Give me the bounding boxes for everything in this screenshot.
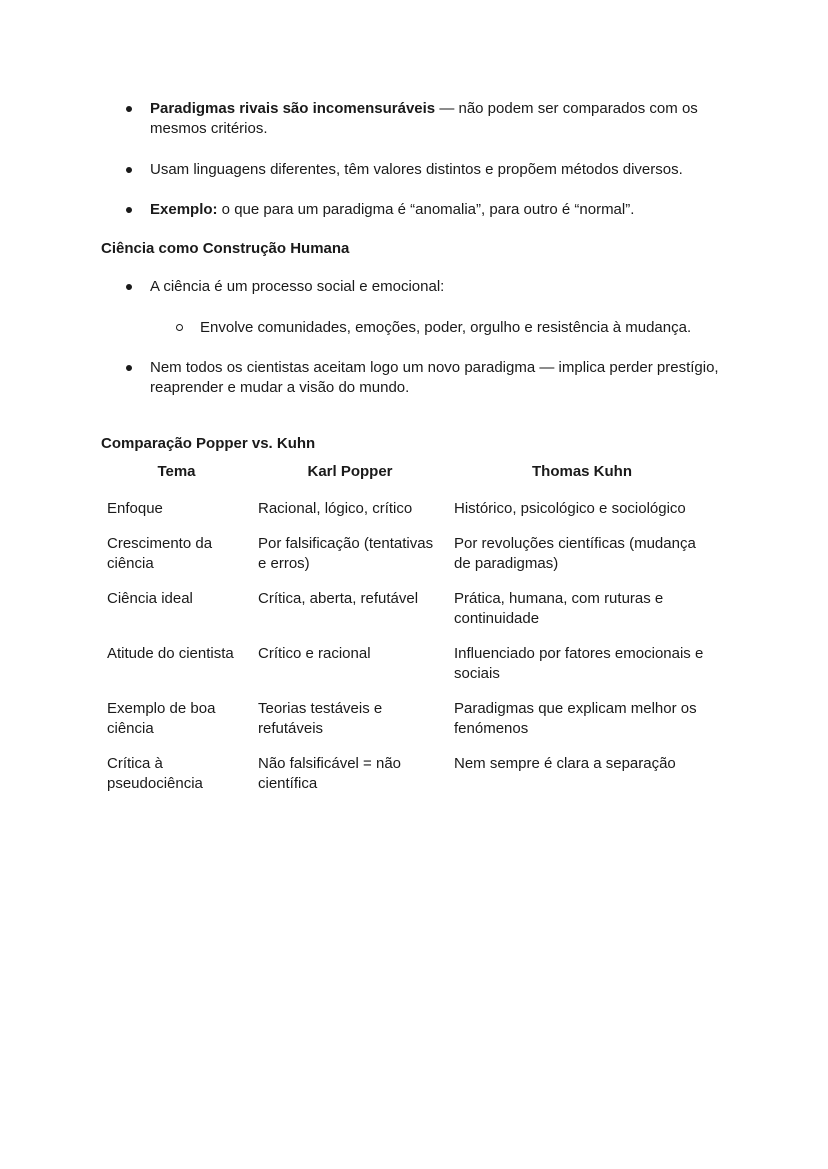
header-tema: Tema	[157, 463, 196, 480]
bullet-text: o que para um paradigma é “anomalia”, para outro é “normal”.	[217, 201, 635, 218]
table-row	[101, 750, 716, 805]
section-heading: Comparação Popper vs. Kuhn	[101, 435, 316, 452]
bullet-text: — não podem ser comparados com os mesmos critérios.	[150, 100, 698, 137]
table-cell: Atitude do cientista	[107, 645, 234, 662]
comparison-table	[101, 459, 716, 805]
bullet-item	[150, 200, 730, 220]
bullet-item	[150, 99, 730, 139]
bullet-bold-text: Paradigmas rivais são incomensuráveis	[150, 100, 436, 117]
table-row	[101, 640, 716, 695]
table-header-row	[101, 459, 716, 495]
table-cell: Não falsificável = não científica	[258, 755, 401, 792]
table-cell: Crítica à pseudociência	[107, 755, 203, 792]
table-cell: Crescimento da ciência	[107, 535, 213, 572]
table-cell: Prática, humana, com ruturas e continuidade	[454, 590, 664, 627]
table-cell: Crítica, aberta, refutável	[258, 590, 419, 607]
table-row	[101, 585, 716, 640]
header-popper: Karl Popper	[307, 463, 393, 480]
sub-bullet-item	[200, 318, 740, 338]
table-cell: Paradigmas que explicam melhor os fenómenos	[454, 700, 697, 737]
table-row	[101, 530, 716, 585]
table-row	[101, 695, 716, 750]
bullet-text: Usam linguagens diferentes, têm valores distintos e propõem métodos diversos.	[150, 161, 683, 178]
table-cell: Por revoluções científicas (mudança de paradigmas)	[454, 535, 696, 572]
table-cell: Ciência ideal	[107, 590, 193, 607]
table-cell: Exemplo de boa ciência	[107, 700, 216, 737]
table-cell: Racional, lógico, crítico	[258, 500, 413, 517]
table-cell: Histórico, psicológico e sociológico	[454, 500, 686, 517]
table-cell: Crítico e racional	[258, 645, 371, 662]
sub-bullet-text: Envolve comunidades, emoções, poder, orgulho e resistência à mudança.	[200, 319, 692, 336]
table-cell: Enfoque	[107, 500, 163, 517]
bullet-text: Nem todos os cientistas aceitam logo um novo paradigma — implica perder prestígio, reaprender e mudar a visão do mundo.	[150, 359, 719, 396]
table-row	[101, 495, 716, 530]
table-cell: Por falsificação (tentativas e erros)	[258, 535, 434, 572]
bullet-bold-text: Exemplo:	[150, 201, 218, 218]
bullet-item	[150, 277, 730, 297]
bullet-text: A ciência é um processo social e emocional:	[150, 278, 445, 295]
bullet-item	[150, 160, 730, 180]
header-kuhn: Thomas Kuhn	[532, 463, 632, 480]
table-cell: Influenciado por fatores emocionais e sociais	[454, 645, 704, 682]
table-cell: Nem sempre é clara a separação	[454, 755, 676, 772]
bullet-item	[150, 358, 730, 398]
section-heading: Ciência como Construção Humana	[101, 240, 350, 257]
table-cell: Teorias testáveis e refutáveis	[258, 700, 383, 737]
